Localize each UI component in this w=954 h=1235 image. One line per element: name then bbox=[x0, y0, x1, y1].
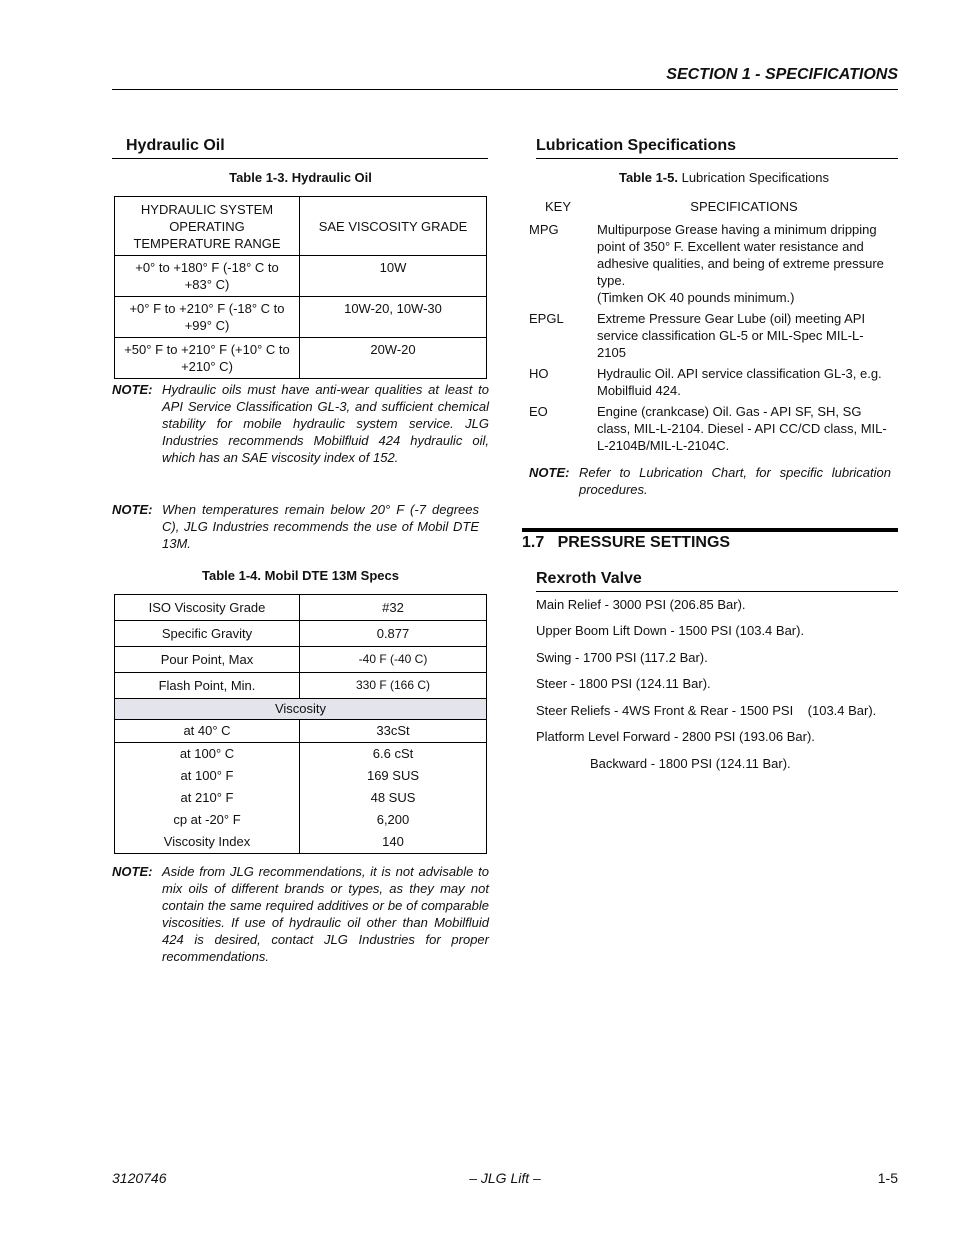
table-row bbox=[115, 720, 487, 743]
table-row bbox=[115, 787, 487, 809]
lubrication-note bbox=[529, 464, 891, 498]
pressure-line: Upper Boom Lift Down - 1500 PSI (103.4 Bar). bbox=[536, 623, 805, 638]
note-text: Hydraulic oils must have anti-wear qualities at least to API Service Classification GL-3, and sufficient chemical stability for mobile hydraulic system service. JLG Industries recommends Mobilfluid 424 hydraulic oil, which has an SAE viscosity index of 152. bbox=[162, 382, 489, 465]
spec-name-cell: Viscosity Index bbox=[115, 831, 300, 854]
hydraulic-oil-table bbox=[114, 196, 487, 379]
spec-value-cell: 33cSt bbox=[300, 720, 487, 743]
pressure-line: Swing - 1700 PSI (117.2 Bar). bbox=[536, 650, 708, 665]
spec-value-cell: 6,200 bbox=[300, 809, 487, 831]
lub-spec bbox=[597, 221, 889, 306]
spec-name-cell: at 210° F bbox=[115, 787, 300, 809]
table-row bbox=[115, 743, 487, 766]
pressure-line-backward: Backward - 1800 PSI (124.11 Bar). bbox=[590, 756, 791, 771]
spec-name-cell: Flash Point, Min. bbox=[115, 673, 300, 699]
spec-value-cell: -40 F (-40 C) bbox=[300, 647, 487, 673]
table-1-3-caption bbox=[112, 170, 489, 185]
spec-value-cell: 6.6 cSt bbox=[300, 743, 487, 766]
spec-header: SPECIFICATIONS bbox=[690, 199, 798, 214]
lubrication-heading: Lubrication Specifications bbox=[536, 137, 737, 154]
table-row bbox=[115, 297, 487, 338]
spec-name-cell: at 100° F bbox=[115, 765, 300, 787]
lub-spec-text: Multipurpose Grease having a minimum dripping point of 350° F. Excellent water resistance and adhesive qualities, and being of extreme pressure type. bbox=[597, 222, 884, 288]
grade-cell: 10W bbox=[300, 256, 487, 297]
lub-key: MPG bbox=[529, 222, 559, 237]
lub-key: EPGL bbox=[529, 311, 564, 326]
note-label: NOTE: bbox=[112, 864, 153, 879]
footer-doc-number: 3120746 bbox=[112, 1170, 167, 1186]
hydraulic-oil-heading: Hydraulic Oil bbox=[126, 137, 225, 154]
key-header: KEY bbox=[545, 199, 572, 214]
hydraulic-oil-heading-rule bbox=[112, 158, 488, 159]
spec-name-cell: at 40° C bbox=[115, 720, 300, 743]
spec-name-cell: cp at -20° F bbox=[115, 809, 300, 831]
grade-cell: 10W-20, 10W-30 bbox=[300, 297, 487, 338]
table-row bbox=[115, 831, 487, 854]
section-bar bbox=[522, 528, 898, 532]
viscosity-header-row bbox=[115, 699, 487, 720]
note-text: Refer to Lubrication Chart, for specific lubrication procedures. bbox=[579, 465, 891, 497]
lubrication-heading-rule bbox=[536, 158, 898, 159]
table-row bbox=[115, 595, 487, 621]
note-text: When temperatures remain below 20° F (-7 degrees C), JLG Industries recommends the use of Mobil DTE 13M. bbox=[162, 502, 479, 551]
pressure-line: Main Relief - 3000 PSI (206.85 Bar). bbox=[536, 597, 746, 612]
pressure-settings-title: 1.7 PRESSURE SETTINGS bbox=[522, 534, 731, 551]
col2-header: SAE VISCOSITY GRADE bbox=[300, 197, 487, 256]
temp-range-cell: +0° to +180° F (-18° C to +83° C) bbox=[115, 256, 300, 297]
pressure-line: Platform Level Forward - 2800 PSI (193.06 Bar). bbox=[536, 729, 815, 744]
table-1-3-caption-text: Table 1-3. Hydraulic Oil bbox=[229, 170, 372, 185]
spec-value-cell: 169 SUS bbox=[300, 765, 487, 787]
lub-key: EO bbox=[529, 404, 548, 419]
pressure-line: Steer Reliefs - 4WS Front & Rear - 1500 PSI (103.4 Bar). bbox=[536, 703, 877, 718]
table-1-4-caption: Table 1-4. Mobil DTE 13M Specs bbox=[202, 568, 399, 583]
lub-spec: Extreme Pressure Gear Lube (oil) meeting API service classification GL-5 or MIL-Spec MIL-L-2105 bbox=[597, 311, 866, 360]
section-header-title: SECTION 1 - SPECIFICATIONS bbox=[666, 66, 898, 83]
lub-spec-extra: (Timken OK 40 pounds minimum.) bbox=[597, 290, 795, 305]
header-rule bbox=[112, 89, 898, 90]
list-item bbox=[529, 221, 889, 306]
caption-rest: Lubrication Specifications bbox=[677, 170, 830, 185]
table-row bbox=[115, 765, 487, 787]
list-item bbox=[529, 310, 889, 361]
spec-name-cell: at 100° C bbox=[115, 743, 300, 766]
rexroth-valve-heading: Rexroth Valve bbox=[536, 570, 642, 587]
note-1 bbox=[112, 381, 489, 466]
lub-spec: Engine (crankcase) Oil. Gas - API SF, SH, SG class, MIL-L-2104. Diesel - API CC/CD class, MIL-L-2104B/MIL-L-2104C. bbox=[597, 404, 887, 453]
list-item bbox=[529, 403, 889, 454]
table-1-5-caption bbox=[536, 170, 912, 185]
caption-bold: Table 1-5. bbox=[618, 170, 678, 185]
spec-value-cell: #32 bbox=[300, 595, 487, 621]
rexroth-heading-rule bbox=[536, 591, 898, 592]
spec-value-cell: 140 bbox=[300, 831, 487, 854]
table-row bbox=[115, 621, 487, 647]
table-row bbox=[115, 338, 487, 379]
temp-range-cell: +0° F to +210° F (-18° C to +99° C) bbox=[115, 297, 300, 338]
pressure-line: Steer - 1800 PSI (124.11 Bar). bbox=[536, 676, 711, 691]
spec-value-cell: 0.877 bbox=[300, 621, 487, 647]
note-2 bbox=[112, 501, 489, 552]
col1-header: HYDRAULIC SYSTEM OPERATING TEMPERATURE RANGE bbox=[115, 197, 300, 256]
footer-center: – JLG Lift – bbox=[469, 1170, 541, 1186]
lub-key: HO bbox=[529, 366, 549, 381]
mobil-dte-table bbox=[114, 594, 487, 854]
note-label: NOTE: bbox=[112, 502, 153, 517]
note-label: NOTE: bbox=[529, 465, 570, 480]
note-3 bbox=[112, 863, 489, 965]
table-row bbox=[115, 673, 487, 699]
temp-range-cell: +50° F to +210° F (+10° C to +210° C) bbox=[115, 338, 300, 379]
lub-spec: Hydraulic Oil. API service classification GL-3, e.g. Mobilfluid 424. bbox=[597, 366, 882, 398]
spec-name-cell: ISO Viscosity Grade bbox=[115, 595, 300, 621]
footer-page-number: 1-5 bbox=[877, 1170, 898, 1186]
list-item bbox=[529, 365, 889, 399]
table-row bbox=[115, 809, 487, 831]
spec-name-cell: Pour Point, Max bbox=[115, 647, 300, 673]
grade-cell: 20W-20 bbox=[300, 338, 487, 379]
note-text: Aside from JLG recommendations, it is not advisable to mix oils of different brands or types, as they may not contain the same required additives or be of comparable viscosities. If use of hydraulic oil other than Mobilfluid 424 is desired, contact JLG Industries for proper recommendations. bbox=[162, 864, 489, 964]
viscosity-header: Viscosity bbox=[115, 699, 487, 720]
spec-value-cell: 48 SUS bbox=[300, 787, 487, 809]
table-header-row bbox=[115, 197, 487, 256]
spec-value-cell: 330 F (166 C) bbox=[300, 673, 487, 699]
spec-name-cell: Specific Gravity bbox=[115, 621, 300, 647]
lubrication-list bbox=[529, 221, 889, 454]
note-label: NOTE: bbox=[112, 382, 153, 397]
table-row bbox=[115, 256, 487, 297]
table-row bbox=[115, 647, 487, 673]
